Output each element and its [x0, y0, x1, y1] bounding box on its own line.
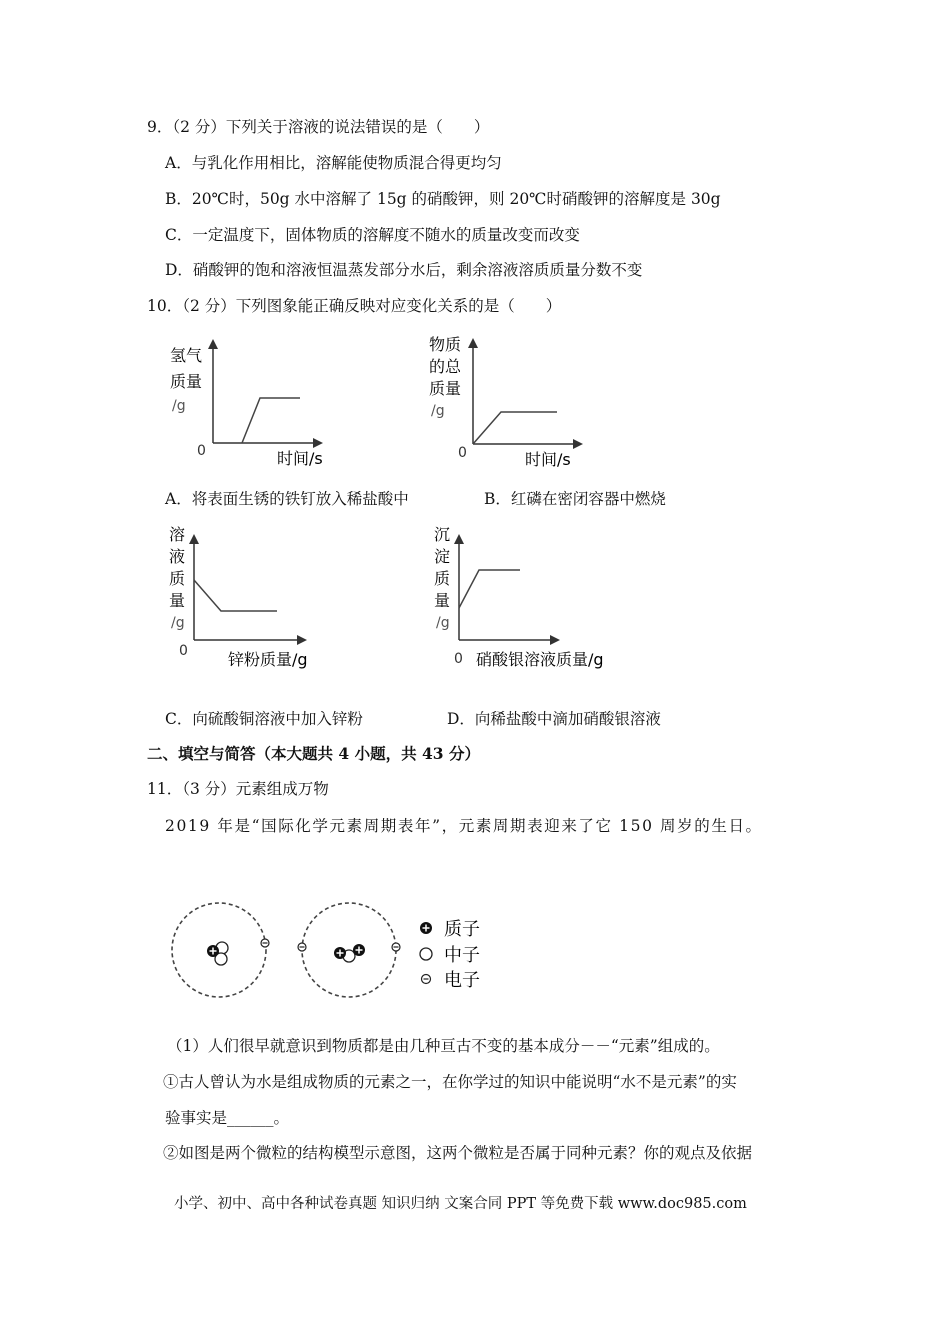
graph-c	[165, 520, 365, 675]
graph-b-ylabel-1: 物质	[429, 335, 462, 354]
q10-stem: 10．（2 分）下列图象能正确反映对应变化关系的是（ ）	[147, 297, 562, 315]
graph-d-ylabel-3: 质	[434, 569, 451, 588]
q10-option-d: D．向稀盐酸中滴加硝酸银溶液	[447, 710, 661, 728]
graph-c-origin: 0	[179, 643, 188, 659]
legend-neutron-label: 中子	[444, 945, 480, 966]
graph-c-ylabel-4: 量	[169, 591, 186, 610]
graph-d-origin: 0	[454, 651, 463, 667]
graph-d-ylabel-1: 沉	[434, 525, 451, 544]
q11-item1-line1: ①古人曾认为水是组成物质的元素之一，在你学过的知识中能说明“水不是元素”的实	[163, 1073, 737, 1091]
graph-a-x-arrow	[313, 438, 323, 448]
q11-item1-line2: 验事实是______。	[165, 1109, 290, 1127]
q10-option-c: C．向硫酸铜溶液中加入锌粉	[165, 710, 363, 728]
q11-stem: 11．（3 分）元素组成万物	[147, 780, 329, 798]
graph-c-x-arrow	[297, 635, 307, 645]
q10-option-b: B．红磷在密闭容器中燃烧	[484, 490, 666, 508]
q9-option-c: C．一定温度下，固体物质的溶解度不随水的质量改变而改变	[165, 226, 580, 244]
q9-option-a: A．与乳化作用相比，溶解能使物质混合得更均匀	[165, 154, 502, 172]
q11-intro: 2019 年是“国际化学元素周期表年”，元素周期表迎来了它 150 周岁的生日。	[165, 817, 763, 835]
graph-c-curve	[194, 580, 277, 611]
graph-a-xlabel: 时间/s	[277, 449, 323, 468]
graph-c-xlabel: 锌粉质量/g	[228, 650, 308, 669]
graph-b-origin: 0	[458, 445, 467, 461]
graph-a-origin: 0	[197, 443, 206, 459]
graph-a-curve	[242, 398, 300, 443]
legend-electron-label: 电子	[444, 970, 480, 991]
graph-c-ylabel-5: /g	[171, 615, 185, 631]
q9-option-b: B．20℃时，50g 水中溶解了 15g 的硝酸钾，则 20℃时硝酸钾的溶解度是 30g	[165, 190, 721, 208]
graph-c-ylabel-2: 液	[169, 547, 186, 566]
q9-option-d: D．硝酸钾的饱和溶液恒温蒸发部分水后，剩余溶液溶质质量分数不变	[165, 261, 643, 279]
graph-b-ylabel-2: 的总	[429, 357, 462, 376]
graph-b-curve	[473, 412, 557, 444]
graph-d-ylabel-5: /g	[436, 615, 450, 631]
graph-d	[430, 520, 630, 675]
graph-a-ylabel-2: 质量	[170, 372, 203, 391]
graph-b-x-arrow	[573, 439, 583, 449]
legend-neutron-icon	[420, 948, 432, 960]
section2-title: 二、填空与简答（本大题共 4 小题，共 43 分）	[147, 744, 480, 763]
graph-d-y-arrow	[454, 534, 464, 544]
q10-option-a: A．将表面生锈的铁钉放入稀盐酸中	[165, 490, 409, 508]
graph-b-y-arrow	[468, 338, 478, 348]
graph-a-ylabel-1: 氢气	[170, 346, 203, 365]
page-footer: 小学、初中、高中各种试卷真题 知识归纳 文案合同 PPT 等免费下载 www.doc985.com	[174, 1196, 747, 1212]
graph-c-y-arrow	[189, 534, 199, 544]
atom-diagram	[160, 895, 500, 1005]
graph-b-ylabel-3: 质量	[429, 379, 462, 398]
graph-c-ylabel-1: 溶	[169, 525, 186, 544]
q11-sub1: （1）人们很早就意识到物质都是由几种亘古不变的基本成分－－“元素”组成的。	[167, 1037, 720, 1055]
graph-b-ylabel-4: /g	[431, 403, 445, 419]
graph-b-xlabel: 时间/s	[525, 450, 571, 469]
graph-d-ylabel-2: 淀	[434, 547, 451, 566]
graph-a-y-arrow	[208, 339, 218, 349]
graph-d-curve	[459, 570, 520, 608]
graph-d-x-arrow	[550, 635, 560, 645]
legend-proton-label: 质子	[444, 919, 480, 940]
graph-a-ylabel-3: /g	[172, 398, 186, 414]
q11-item2-line1: ②如图是两个微粒的结构模型示意图，这两个微粒是否属于同种元素？你的观点及依据	[163, 1144, 753, 1162]
graph-a	[165, 335, 355, 475]
graph-d-ylabel-4: 量	[434, 591, 451, 610]
q9-stem: 9．（2 分）下列关于溶液的说法错误的是（ ）	[147, 118, 490, 136]
graph-c-ylabel-3: 质	[169, 569, 186, 588]
graph-d-xlabel: 硝酸银溶液质量/g	[476, 650, 604, 669]
graph-b	[425, 330, 615, 475]
